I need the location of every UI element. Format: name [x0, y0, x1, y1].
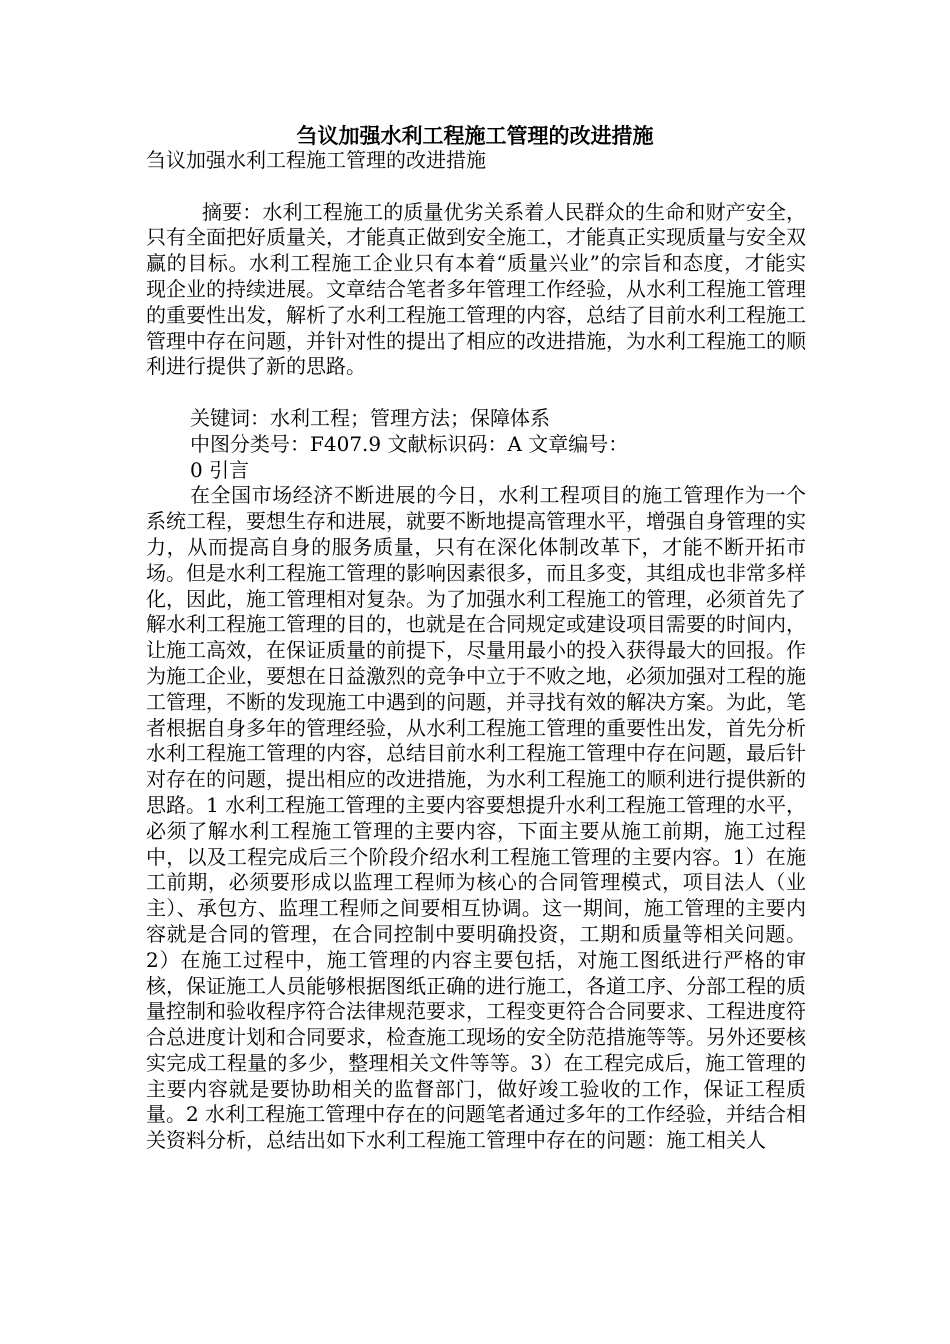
keywords-line: 关键词：水利工程；管理方法；保障体系 — [190, 405, 550, 430]
classification-line: 中图分类号：F407.9 文献标识码：A 文章编号： — [190, 431, 629, 456]
abstract-paragraph: 摘要：水利工程施工的质量优劣关系着人民群众的生命和财产安全，只有全面把好质量关，才能真正做到安全施工，才能真正实现质量与安全双赢的目标。水利工程施工企业只有本着“质量兴业”的宗旨和态度，才能实现企业的持续进展。文章结合笔者多年管理工作经验，从水利工程施工管理的重要性出发，解析了水利工程施工管理的内容，总结了目前水利工程施工管理中存在问题，并针对性的提出了相应的改进措施，为水利工程施工的顺利进行提供了新的思路。 — [146, 199, 806, 379]
document-subtitle: 刍议加强水利工程施工管理的改进措施 — [146, 148, 486, 172]
paragraph-spacer — [146, 174, 806, 200]
document-title: 刍议加强水利工程施工管理的改进措施 — [296, 123, 654, 148]
section-heading-intro: 0 引言 — [190, 457, 250, 482]
paragraph-spacer — [146, 380, 806, 406]
body-paragraph: 在全国市场经济不断进展的今日，水利工程项目的施工管理作为一个系统工程，要想生存和进展，就要不断地提高管理水平，增强自身管理的实力，从而提高自身的服务质量，只有在深化体制改革下，才能不断开拓市场。但是水利工程施工管理的影响因素很多，而且多变，其组成也非常多样化，因此，施工管理相对复杂。为了加强水利工程施工的管理，必须首先了解水利工程施工管理的目的，也就是在合同规定或建设项目需要的时间内，让施工高效，在保证质量的前提下，尽量用最小的投入获得最大的回报。作为施工企业，要想在日益激烈的竞争中立于不败之地，必须加强对工程的施工管理，不断的发现施工中遇到的问题，并寻找有效的解决方案。为此，笔者根据自身多年的管理经验，从水利工程施工管理的重要性出发，首先分析水利工程施工管理的内容，总结目前水利工程施工管理中存在问题，最后针对存在的问题，提出相应的改进措施，为水利工程施工的顺利进行提供新的思路。1 水利工程施工管理的主要内容要想提升水利工程施工管理的水平，必须了解水利工程施工管理的主要内容，下面主要从施工前期，施工过程中，以及工程完成后三个阶段介绍水利工程施工管理的主要内容。1）在施工前期，必须要形成以监理工程师为核心的合同管理模式，项目法人（业主）、承包方、监理工程师之间要相互协调。这一期间，施工管理的主要内容就是合同的管理，在合同控制中要明确投资，工期和质量等相关问题。2）在施工过程中，施工管理的内容主要包括，对施工图纸进行严格的审核，保证施工人员能够根据图纸正确的进行施工，各道工序、分部工程的质量控制和验收程序符合法律规范要求，工程变更符合合同要求、工程进度符合总进度计划和合同要求，检查施工现场的安全防范措施等等。另外还要核实完成工程量的多少，整理相关文件等等。3）在工程完成后，施工管理的主要内容就是要协助相关的监督部门，做好竣工验收的工作，保证工程质量。2 水利工程施工管理中存在的问题笔者通过多年的工作经验，并结合相关资料分析，总结出如下水利工程施工管理中存在的问题：施工相关人 — [146, 483, 806, 1153]
document-body — [146, 148, 806, 1154]
